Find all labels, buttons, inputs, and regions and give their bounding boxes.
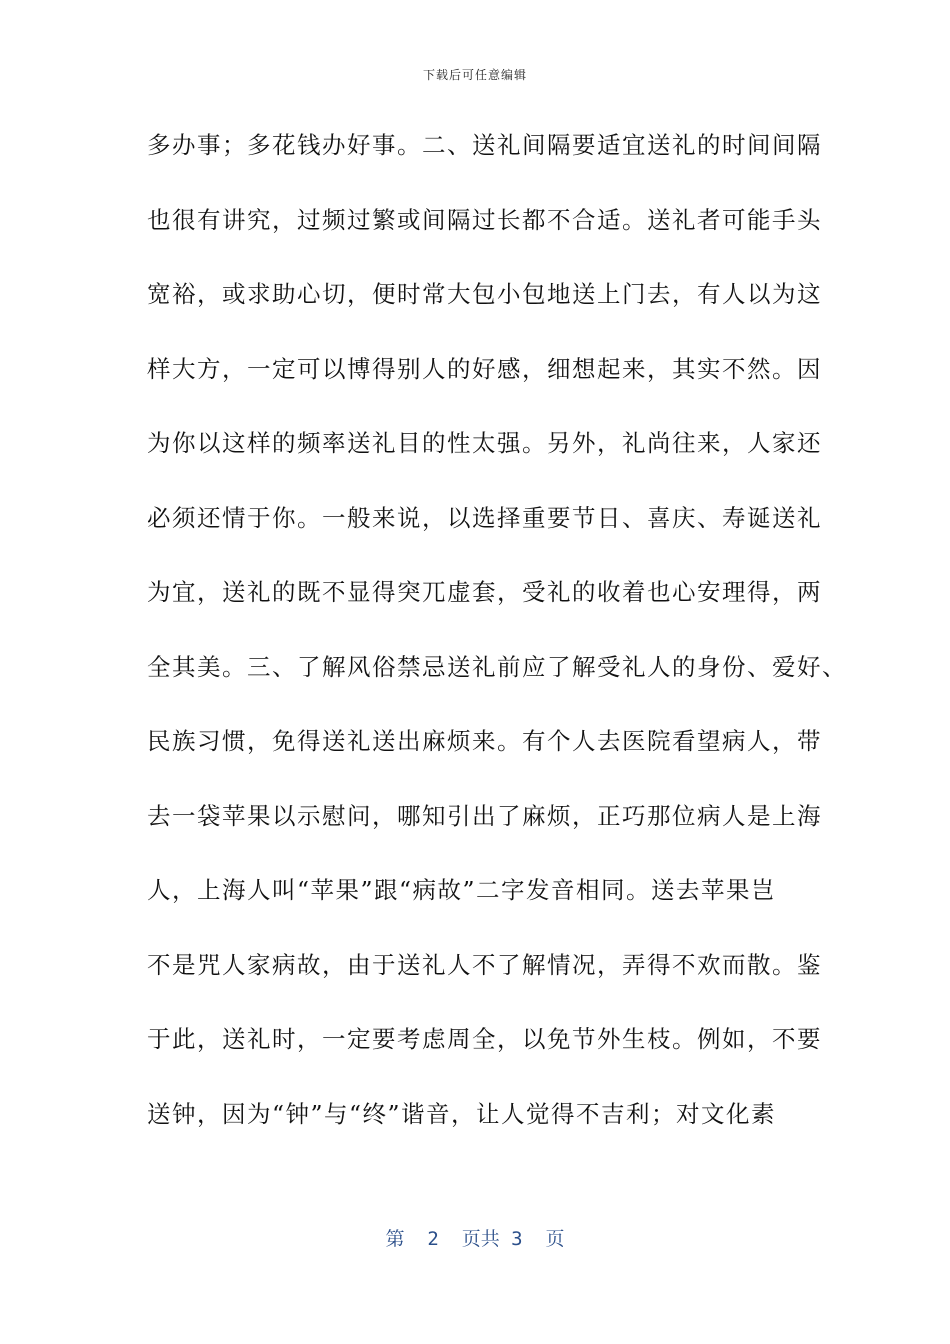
text-line: 去一袋苹果以示慰问，哪知引出了麻烦，正巧那位病人是上海	[147, 801, 822, 830]
page-header: 下载后可任意编辑	[422, 68, 527, 82]
text-line: 全其美。三、了解风俗禁忌送礼前应了解受礼人的身份、爱好、	[147, 652, 847, 681]
text-line: 必须还情于你。一般来说，以选择重要节日、喜庆、寿诞送礼	[147, 503, 822, 532]
text-line: 送钟，因为“钟”与“终”谐音，让人觉得不吉利；对文化素	[147, 1099, 777, 1128]
text-line: 人，上海人叫“苹果”跟“病故”二字发音相同。送去苹果岂	[147, 876, 777, 904]
text-line: 样大方，一定可以博得别人的好感，细想起来，其实不然。因	[147, 354, 822, 383]
text-line: 也很有讲究，过频过繁或间隔过长都不合适。送礼者可能手头	[147, 205, 822, 234]
text-line: 民族习惯，免得送礼送出麻烦来。有个人去医院看望病人，带	[147, 727, 822, 755]
document-body	[147, 120, 847, 1163]
text-line: 于此，送礼时，一定要考虑周全，以免节外生枝。例如，不要	[147, 1025, 822, 1053]
text-line: 不是咒人家病故，由于送礼人不了解情况，弄得不欢而散。鉴	[147, 950, 822, 979]
text-line: 为宜，送礼的既不显得突兀虚套，受礼的收着也心安理得，两	[147, 578, 822, 606]
text-line: 多办事；多花钱办好事。二、送礼间隔要适宜送礼的时间间隔	[147, 131, 822, 159]
text-line: 宽裕，或求助心切，便时常大包小包地送上门去，有人以为这	[147, 280, 822, 308]
text-line: 为你以这样的频率送礼目的性太强。另外，礼尚往来，人家还	[147, 429, 822, 457]
page-number-footer: 第 2 页共 3 页	[385, 1228, 565, 1250]
